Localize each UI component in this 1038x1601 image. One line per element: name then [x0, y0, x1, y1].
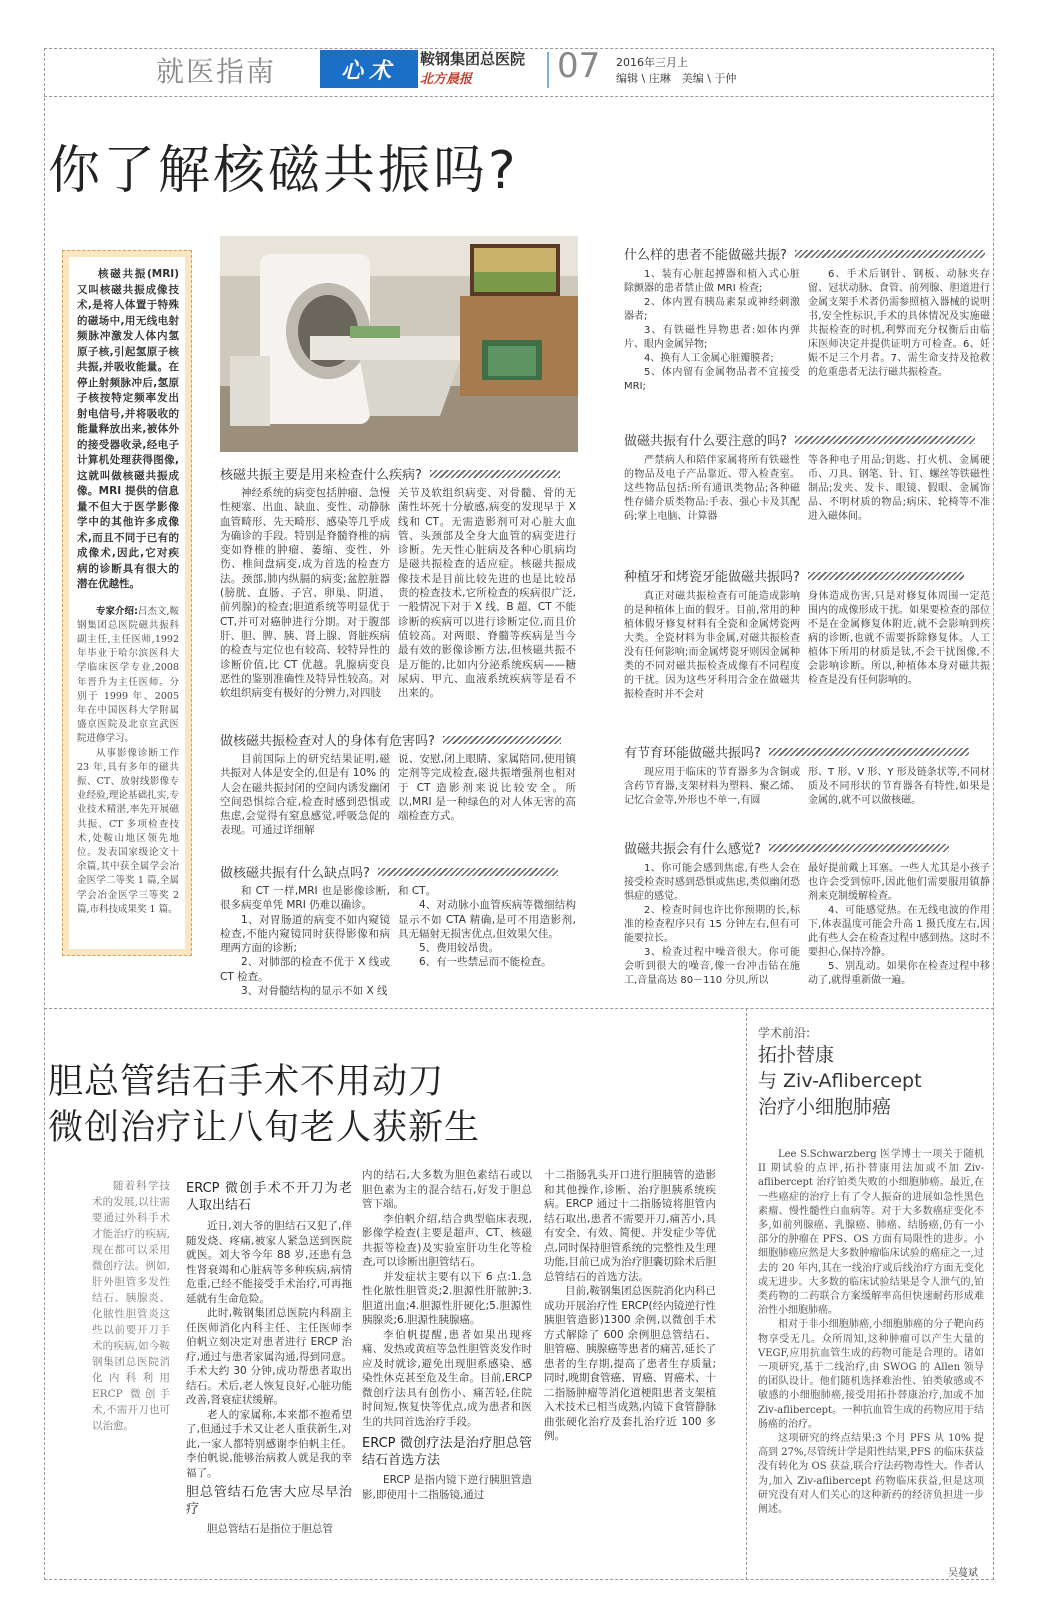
subheading: ERCP 微创疗法是治疗胆总管结石首选方法 — [362, 1436, 532, 1468]
section-heading-1 — [220, 464, 578, 483]
paragraph: 4、换有人工金属心脏瓣膜者; — [644, 353, 774, 364]
article-title: 你了解核磁共振吗? — [48, 141, 519, 201]
paragraph: 李伯帆介绍,结合典型临床表现,影像学检查(主要是超声、CT、核磁共振等检查)及实验室肝功生化等检查,可以诊断出胆管结石。 — [362, 1212, 532, 1268]
paragraph: 和 CT。 — [398, 885, 437, 897]
paragraph: 这项研究的终点结果:3 个月 PFS 从 10% 提高到 27%,尽管统计学是阳性结果,PFS 的临床获益没有转化为 OS 获益,联合疗法药物毒性大。作者认为,加入 Ziv-aflibercept 药物临床获益,但是这项研究没有对人们关心的这种新药的经济负担进一步阐述。 — [758, 1433, 984, 1516]
section-title: 就医指南 — [156, 55, 277, 88]
hospital-name: 鞍钢集团总医院 — [420, 50, 526, 68]
header-divider — [44, 96, 994, 97]
paragraph: 说、安慰,闭上眼睛、家属陪同,使用镇定剂等完成检查,磁共振增强剂也相对于 CT 造影剂来说比较安全。所以,MRI 是一种绿色的对人体无害的高端检查方式。 — [398, 753, 576, 823]
section-heading-3 — [220, 862, 578, 881]
right-section-2-col-1 — [624, 454, 800, 524]
paragraph: 老人的家属称,本来都不抱希望了,但通过手术又让老人重获新生,对此,一家人都特别感谢李伯帆主任。李伯帆说,能够治病救人就是我的幸福了。 — [186, 1408, 352, 1479]
expert-label: 专家介绍: — [96, 605, 138, 617]
heading-stripes — [378, 868, 558, 876]
newspaper-name: 北方晨报 — [420, 72, 473, 87]
heading-stripes — [769, 748, 969, 756]
expert-intro — [77, 605, 179, 747]
paragraph: 严禁病人和陪伴家属将所有铁磁性的物品及电子产品靠近、带入检查室。这些物品包括:所有通讯类物品;各种磁性存储介质类物品:手表、强心卡及其配码;掌上电脑、计算器 — [624, 455, 800, 522]
heading-stripes — [769, 844, 949, 852]
section-heading-text: 什么样的患者不能做磁共振? — [624, 248, 787, 263]
right-heading-5 — [624, 838, 992, 857]
title-line: 治疗小细胞肺癌 — [758, 1096, 892, 1118]
expert-text: 吕杰文,鞍钢集团总医院磁共振科副主任,主任医师,1992 年毕业于哈尔滨医科大学临床医学专业,2008 年晋升为主任医师。分别于 1999 年、2005 年在中国医科大学附属盛京医院及北京宣武医院进修学习。 — [77, 605, 179, 745]
article-2-col-1 — [186, 1180, 352, 1537]
paragraph: 并发症状主要有以下 6 点:1.急性化脓性胆管炎;2.胆源性肝脓肿;3.胆道出血;4.胆源性肝硬化;5.胆源性胰腺炎;6.胆源性胰腺癌。 — [362, 1270, 532, 1326]
right-section-4-col-2 — [808, 766, 990, 808]
article-3-title — [758, 1042, 922, 1120]
column-logo: 心术 — [320, 50, 418, 88]
paragraph: 胆总管结石是指位于胆总管 — [207, 1523, 333, 1535]
article-2-col-3 — [544, 1168, 716, 1444]
paragraph: 真正对磁共振检查有可能造成影响的是种植体上面的假牙。目前,常用的种植体假牙修复材料有全瓷和金属烤瓷两大类。全瓷材料为非金属,对磁共振检查没有任何影响;而金属烤瓷牙则因金属种类的不同对磁共振检查成像有不同程度的干扰。因为这些牙科用合金在做磁共振检查时并不会对 — [624, 591, 800, 700]
heading-stripes — [795, 250, 985, 258]
right-heading-4 — [624, 742, 992, 761]
paragraph: 等各种电子用品;钥匙、打火机、金属硬币、刀具、钢笔、针、钉、螺丝等铁磁性制品;发夹、发卡、眼镜、假眼、金属饰品、不明材质的物品;病床、轮椅等不准进入磁体间。 — [808, 455, 990, 522]
section-heading-text: 做磁共振有什么要注意的吗? — [624, 434, 787, 449]
paragraph: 3、检查过程中噪音很大。你可能会听到很大的噪音,像一台冲击钻在施工,音量高达 80－110 分贝,所以 — [624, 947, 800, 986]
paragraph: 5、费用较昂贵。 — [419, 942, 500, 955]
section-heading-text: 核磁共振主要是用来检查什么疾病? — [220, 468, 422, 483]
right-heading-2 — [624, 430, 992, 449]
section-2-col-2 — [398, 752, 576, 823]
right-heading-3 — [624, 566, 992, 585]
paragraph: 6、有一些禁忌而不能检查。 — [419, 956, 552, 969]
section-3-col-1 — [220, 884, 390, 998]
paragraph: 3、对骨髓结构的显示不如 X 线 — [241, 985, 388, 998]
paragraph: 最好提前戴上耳塞。一些人尤其是小孩子也许会受到惊吓,因此他们需要服用镇静剂来克制缓解检查。 — [808, 863, 990, 902]
paragraph: 形、T 形、V 形、Y 形及链条状等,不同材质及不同形状的节育器各有特性,如果是金属的,就不可以做核磁。 — [808, 767, 990, 806]
paragraph: 目前,鞍钢集团总医院消化内科已成功开展治疗性 ERCP(经内镜逆行性胰胆管造影)1300 余例,以微创手术方式解除了 600 余例胆总管结石、胆管癌、胰腺癌等患者的痛苦,延长了患者的生存期,提高了患者生存质量;同时,晚期食管癌、胃癌、胃癌术、十二指肠肿瘤等消化道梗阻患者支架植入术技术已相当成熟,内镜下食管静脉曲张硬化治疗及套扎治疗近 100 多例。 — [544, 1285, 716, 1442]
paragraph: 4、可能感觉热。在无线电波的作用下,体表温度可能会升高 1 摄氏度左右,因此有些人会在检查过程中感到热。这时不要担心,保持冷静。 — [808, 905, 990, 958]
section-3-col-2 — [398, 884, 576, 970]
subheading: ERCP 微创手术不开刀为老人取出结石 — [186, 1181, 352, 1213]
paragraph: 现应用于临床的节育器多为含铜或含药节育器,支架材料为塑料、聚乙烯、记忆合金等,外形也不单一,有圆 — [624, 767, 800, 806]
heading-stripes — [443, 736, 561, 744]
paragraph: 和 CT 一样,MRI 也是影像诊断,很多病变单凭 MRI 仍难以确诊。 — [220, 885, 390, 912]
page-number: 07 — [557, 46, 601, 86]
paragraph: 神经系统的病变包括肿瘤、急慢性梗塞、出血、缺血、变性、动静脉血管畸形、先天畸形、感染等几乎成为确诊的手段。特别是脊髓脊椎的病变如脊椎的肿瘤、萎缩、变性、外伤、椎间盘病变,成为首选的检查方法。颈部,肺内纵膈的病变;盆腔脏器(膀胱、直肠、子宫、卵巢、阴道、前列腺)的检查;胆道系统等明显优于 CT,并可对癌肿进行分期。对于腹部肝、胆、脾、胰、肾上腺、肾脏疾病的检查与定位也有较高、较特异性的诊断价值,比 CT 优越。乳腺病变良恶性的鉴别准确性及特异性较高。对软组织病变有极好的分辨力,对四肢 — [220, 487, 390, 700]
paragraph: 内的结石,大多数为胆色素结石或以胆色素为主的混合结石,好发于胆总管下端。 — [362, 1169, 532, 1210]
paragraph: 2、对肺部的检查不优于 X 线或 CT 检查。 — [220, 956, 390, 983]
right-section-5-col-2 — [808, 862, 990, 988]
heading-stripes — [808, 572, 964, 580]
section-2-col-1 — [220, 752, 390, 838]
section-heading-text: 种植牙和烤瓷牙能做磁共振吗? — [624, 570, 800, 585]
paragraph: 李伯帆提醒,患者如果出现疼痛、发热或黄疸等急性胆管炎发作时应及时就诊,避免出现胆系感染、感染性休克甚至危及生命。目前,ERCP 微创疗法具有创伤小、痛苦轻,住院时间短,恢复快等优点,成为患者和医生的共同首选治疗手段。 — [362, 1328, 532, 1428]
paragraph: 2、检查时间也许比你预期的长,标准的检查程序只有 15 分钟左右,但有可能要拉长。 — [624, 905, 800, 944]
right-section-3-col-1 — [624, 590, 800, 702]
paragraph: 5、体内留有金属物品者不宜接受 MRI; — [624, 367, 800, 392]
section-heading-text: 做核磁共振检查对人的身体有危害吗? — [220, 734, 435, 749]
right-section-3-col-2 — [808, 590, 990, 688]
paragraph: 1、对胃肠道的病变不如内窥镜检查,不能内窥镜同时获得影像和病理两方面的诊断; — [220, 913, 390, 955]
article-2-col-2 — [362, 1168, 532, 1502]
right-section-4-col-1 — [624, 766, 800, 808]
paragraph: 十二指肠乳头开口进行胆胰管的造影和其他操作,诊断、治疗胆胰系统疾病。ERCP 通过十二指肠镜将胆管内结石取出,患者不需要开刀,痛苦小,具有安全、有效、简便、并发症少等优点,同时保持胆管系统的完整性及生理功能,目前已成为治疗胆囊切除术后胆总管结石的首选方法。 — [544, 1169, 716, 1283]
column-divider — [746, 1008, 747, 1580]
paragraph: 关节及软组织病变、对骨髓、骨的无菌性坏死十分敏感,病变的发现早于 X 线和 CT。无需造影剂可对心脏大血管、头颈部及全身大血管的病变进行诊断。先天性心脏病及各种心肌病均是磁共振检查的适应症。核磁共振成像技术是目前比较先进的也是比较昂贵的检查技术,它所检查的疾病很广泛,一般情况下对于 X 线、B 超、CT 不能诊断的疾病可以进行诊断定位,而且价值较高。对两眼、脊髓等疾病是当今最有效的影像诊断方法,但核磁共振不是万能的,比如内分泌系统疾病——糖尿病、甲亢、血液系统疾病等是看不出来的。 — [398, 487, 576, 700]
paragraph: 近日,刘大爷的胆结石又犯了,伴随发烧、疼痛,被家人紧急送到医院就医。刘大爷今年 88 岁,还患有急性肾衰竭和心脏病等多种疾病,病情危重,已经不能接受手术治疗,可再拖延就有生命危险。 — [186, 1220, 352, 1305]
section-heading-text: 做核磁共振有什么缺点吗? — [220, 866, 370, 881]
paragraph: 2、体内置有胰岛素泵或神经刺激器者; — [624, 297, 800, 322]
right-section-5-col-1 — [624, 862, 800, 988]
section-heading-text: 有节育环能做磁共振吗? — [624, 746, 761, 761]
paragraph: 5、别乱动。如果你在检查过程中移动了,就得重新做一遍。 — [808, 961, 990, 986]
title-line: 拓扑替康 — [758, 1044, 835, 1066]
section-1-col-2 — [398, 486, 576, 700]
paragraph: 相对于非小细胞肺癌,小细胞肺癌的分子靶向药物享受无几。众所周知,这种肿瘤可以产生大量的 VEGF,应用抗血管生成的药物可能是合理的。诸如一项研究,基于二线治疗,由 SWOG 的 Allen 领导的团队设计。他们随机选择难治性、铂类敏感或不敏感的小细胞肺癌,接受用拓扑替康治疗,加或不加 Ziv-aflibercept。一种抗血管生成的药物应用于结肠癌的治疗。 — [758, 1319, 984, 1430]
section-heading-2 — [220, 730, 578, 749]
issue-date: 2016年三月上 — [616, 56, 688, 69]
paragraph: 3、有铁磁性异物患者:如体内弹片、眼内金属异物; — [624, 325, 800, 350]
article-2-title-line-1: 胆总管结石手术不用动刀 — [48, 1062, 445, 1102]
paragraph: 1、你可能会感到焦虑,有些人会在接受检查时感到恐惧或焦虑,类似幽闭恐惧症的感觉。 — [624, 863, 800, 902]
article-divider — [44, 1008, 994, 1009]
right-section-2-col-2 — [808, 454, 990, 524]
mri-machine-photo — [220, 236, 578, 452]
header-bar — [547, 52, 549, 88]
paragraph: ERCP 是指内镜下逆行胰胆管造影,即使用十二指肠镜,通过 — [362, 1474, 532, 1501]
right-section-1-col-1 — [624, 268, 800, 394]
article-3-author: 吴蔓斌 — [948, 1568, 978, 1579]
subheading: 胆总管结石危害大应尽早治疗 — [186, 1485, 352, 1517]
editor-credit: 编辑 \ 庄琳 美编 \ 于仲 — [616, 72, 737, 85]
section-1-col-1 — [220, 486, 390, 700]
paragraph: 此时,鞍钢集团总医院内科副主任医师消化内科主任、主任医师李伯帆立刻决定对患者进行 ERCP 治疗,通过与患者家属沟通,得到同意。手术大约 30 分钟,成功帮患者取出结石。术后,老人恢复良好,心脏功能改善,肾衰症状缓解。 — [186, 1307, 352, 1406]
article-2-title-line-2: 微创治疗让八旬老人获新生 — [48, 1108, 481, 1148]
section-heading-text: 做磁共振会有什么感觉? — [624, 842, 761, 857]
paragraph: 身体造成伤害,只是对修复体周围一定范围内的成像形成干扰。如果要检查的部位不是在金属修复体附近,就不会影响到疾病的诊断,也就不需要拆除修复体。人工植体下所用的材质是钛,不会干扰图像,不会影响诊断。所以,种植体本身对磁共振检查是没有任何影响的。 — [808, 591, 990, 686]
heading-stripes — [795, 436, 975, 444]
sidebar-intro: 核磁共振(MRI)又叫核磁共振成像技术,是将人体置于特殊的磁场中,用无线电射频脉冲激发人体内氢原子核,引起氢原子核共振,并吸收能量。在停止射频脉冲后,氢原子核按特定频率发出射电信号,并将吸收的能量释放出来,被体外的接受器收录,经电子计算机处理获得图像,这就叫做核磁共振成像。MRI 提供的信息量不但大于医学影像学中的其他许多成像术,而且不同于已有的成像术,因此,它对疾病的诊断具有很大的潜在优越性。 — [77, 268, 179, 590]
expert-text-2: 从事影像诊断工作 23 年,具有多年的磁共振、CT、放射线影像专业经验,理论基础扎实,专业技术精湛,率先开展磁共振、CT 多项检查技术,处鞍山地区领先地位。发表国家级论文十余篇,其中获全属学会冶金医学二等奖 1 篇,全属学会冶金医学三等奖 2 篇,市科技成果奖 1 篇。 — [77, 747, 179, 915]
article-3-body — [758, 1148, 984, 1517]
heading-stripes — [430, 470, 560, 478]
right-section-1-col-2 — [808, 268, 990, 380]
paragraph: 1、装有心脏起搏器和植入式心脏除颤器的患者禁止做 MRI 检查; — [624, 269, 800, 294]
article-3-label: 学术前沿: — [758, 1026, 811, 1040]
paragraph: 4、对动脉小血管疾病等微细结构显示不如 CTA 精确,是可不用造影剂,具无辐射无损害优点,但效果欠佳。 — [398, 899, 576, 940]
right-heading-1 — [624, 244, 992, 263]
paragraph: 目前国际上的研究结果证明,磁共振对人体是安全的,但是有 10% 的人会在磁共振封闭的空间内诱发幽闭空间恐惧综合症,检查时感到恐惧或焦虑,会觉得有窒息感觉,呼吸急促的表现。可通过详细解 — [220, 753, 390, 837]
article-2-intro: 随着科学技术的发展,以往需要通过外科手术才能治疗的疾病,现在都可以采用微创疗法。例如,肝外胆管多发性结石、胰腺炎、化脓性胆管炎这些以前要开刀手术的疾病,如今鞍钢集团总医院消化内科利用 ERCP 微创手术,不需开刀也可以治愈。 — [92, 1180, 170, 1432]
sidebar-box — [62, 250, 192, 956]
title-line: 与 Ziv-Aflibercept — [758, 1070, 922, 1092]
paragraph: Lee S.Schwarzberg 医学博士一项关于随机 II 期试验的点评,拓扑替康用法加或不加 Ziv-aflibercept 治疗铂类失败的小细胞肺癌。最近,在一些癌症的治疗上有了令人振奋的进展如急性黑色素瘤、慢性髓性白血病等。对于大多数癌症变化不多,如前列腺癌、乳腺癌、肺癌、结肠癌,仍有一小部分的肿瘤在 PFS、OS 方面有局限性的进步。小细胞肺癌应然是大多数肿瘤临床试验的癌症之一,过去的 20 年内,其在一线治疗或后线治疗方面无变化或无进步。大多数的临床试验结果是令人泄气的,铂类药物的二药联合方案缓解率高但快速耐药形成难治性小细胞肺癌。 — [758, 1149, 984, 1317]
paragraph: 6、手术后钢针、钢板、动脉夹存留、冠状动脉、食管、前列腺、胆道进行金属支架手术者仍需参照植入器械的说明书,安全性标识,手术的具体情况及实施磁共振检查的时机,利弊而充分权衡后由临床医师决定并提供证明方可检查。6、妊娠不足三个月者。7、需生命支持及抢救的危重患者无法行磁共振检查。 — [808, 269, 990, 378]
